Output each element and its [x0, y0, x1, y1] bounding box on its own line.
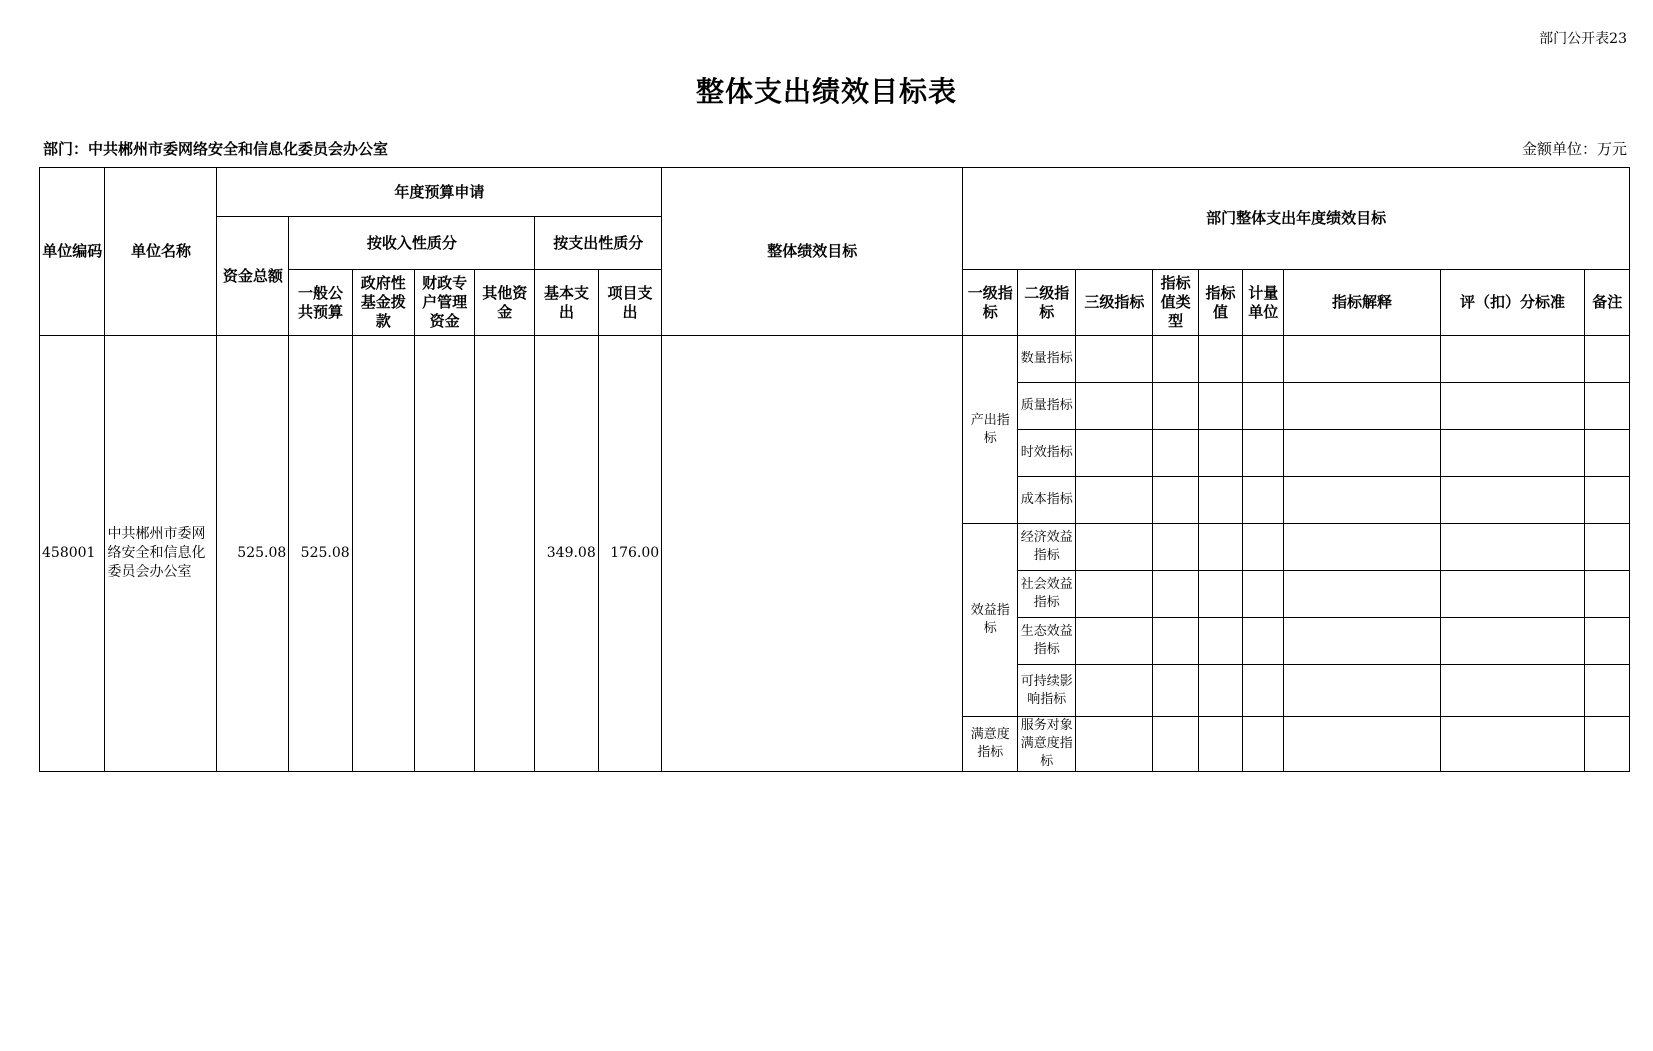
project-exp-cell: 176.00 [598, 336, 661, 772]
empty-cell [1076, 665, 1153, 717]
level2-cost: 成本指标 [1018, 477, 1076, 524]
empty-cell [1284, 430, 1440, 477]
empty-cell [1440, 571, 1585, 618]
empty-cell [1284, 336, 1440, 383]
general-budget-cell: 525.08 [289, 336, 352, 772]
empty-cell [1198, 665, 1242, 717]
header-by-income: 按收入性质分 [289, 217, 535, 270]
empty-cell [1198, 717, 1242, 772]
empty-cell [1243, 383, 1284, 430]
empty-cell [1153, 383, 1198, 430]
empty-cell [1440, 336, 1585, 383]
empty-cell [1440, 717, 1585, 772]
empty-cell [1243, 571, 1284, 618]
header-level3: 三级指标 [1076, 270, 1153, 336]
empty-cell [1440, 383, 1585, 430]
empty-cell [1585, 430, 1630, 477]
empty-cell [1585, 665, 1630, 717]
amount-unit-label: 金额单位：万元 [1521, 140, 1627, 158]
header-unit-name: 单位名称 [105, 168, 217, 336]
table-number: 部门公开表23 [1539, 31, 1627, 47]
empty-cell [1284, 571, 1440, 618]
gov-fund-cell [352, 336, 414, 772]
empty-cell [1284, 383, 1440, 430]
page-title: 整体支出绩效目标表 [695, 75, 957, 108]
header-value-type: 指标值类型 [1153, 270, 1198, 336]
empty-cell [1440, 665, 1585, 717]
header-unit-code: 单位编码 [40, 168, 105, 336]
empty-cell [1585, 477, 1630, 524]
total-cell: 525.08 [217, 336, 289, 772]
header-special-fund: 财政专户管理资金 [414, 270, 474, 336]
unit-code-cell: 458001 [40, 336, 105, 772]
header-value: 指标值 [1198, 270, 1242, 336]
level2-social: 社会效益指标 [1018, 571, 1076, 618]
header-scoring: 评（扣）分标准 [1440, 270, 1585, 336]
department-label: 部门：中共郴州市委网络安全和信息化委员会办公室 [43, 140, 389, 158]
empty-cell [1243, 717, 1284, 772]
empty-cell [1243, 336, 1284, 383]
empty-cell [1585, 524, 1630, 571]
empty-cell [1585, 618, 1630, 665]
empty-cell [1243, 477, 1284, 524]
level1-output: 产出指标 [963, 336, 1018, 524]
header-explanation: 指标解释 [1284, 270, 1440, 336]
empty-cell [1440, 524, 1585, 571]
unit-name-cell: 中共郴州市委网络安全和信息化委员会办公室 [105, 336, 217, 772]
empty-cell [1198, 477, 1242, 524]
empty-cell [1153, 618, 1198, 665]
empty-cell [1076, 383, 1153, 430]
header-level1: 一级指标 [963, 270, 1018, 336]
other-fund-cell [475, 336, 535, 772]
empty-cell [1076, 430, 1153, 477]
empty-cell [1076, 336, 1153, 383]
empty-cell [1198, 430, 1242, 477]
empty-cell [1076, 717, 1153, 772]
empty-cell [1284, 477, 1440, 524]
basic-exp-cell: 349.08 [535, 336, 598, 772]
empty-cell [1076, 477, 1153, 524]
empty-cell [1284, 717, 1440, 772]
header-general-budget: 一般公共预算 [289, 270, 352, 336]
empty-cell [1153, 430, 1198, 477]
header-dept-goal: 部门整体支出年度绩效目标 [963, 168, 1630, 270]
empty-cell [1284, 524, 1440, 571]
overall-goal-cell [662, 336, 963, 772]
empty-cell [1440, 618, 1585, 665]
empty-cell [1198, 524, 1242, 571]
level2-service-satisfaction: 服务对象满意度指标 [1018, 717, 1076, 772]
empty-cell [1076, 524, 1153, 571]
header-other-fund: 其他资金 [475, 270, 535, 336]
header-gov-fund: 政府性基金拨款 [352, 270, 414, 336]
level2-quantity: 数量指标 [1018, 336, 1076, 383]
empty-cell [1198, 618, 1242, 665]
level2-sustainable: 可持续影响指标 [1018, 665, 1076, 717]
empty-cell [1153, 524, 1198, 571]
level2-timeliness: 时效指标 [1018, 430, 1076, 477]
header-overall-goal: 整体绩效目标 [662, 168, 963, 336]
special-fund-cell [414, 336, 474, 772]
header-by-expense: 按支出性质分 [535, 217, 662, 270]
header-measure-unit: 计量单位 [1243, 270, 1284, 336]
empty-cell [1198, 571, 1242, 618]
empty-cell [1153, 336, 1198, 383]
header-basic-exp: 基本支出 [535, 270, 598, 336]
empty-cell [1440, 477, 1585, 524]
empty-cell [1284, 665, 1440, 717]
table-row [40, 336, 1630, 383]
empty-cell [1585, 383, 1630, 430]
header-project-exp: 项目支出 [598, 270, 661, 336]
empty-cell [1440, 430, 1585, 477]
empty-cell [1284, 618, 1440, 665]
level1-benefit: 效益指标 [963, 524, 1018, 717]
empty-cell [1076, 618, 1153, 665]
empty-cell [1585, 571, 1630, 618]
level2-economic: 经济效益指标 [1018, 524, 1076, 571]
empty-cell [1198, 383, 1242, 430]
empty-cell [1243, 618, 1284, 665]
header-annual-budget: 年度预算申请 [217, 168, 662, 217]
empty-cell [1153, 717, 1198, 772]
level1-satisfaction: 满意度指标 [963, 717, 1018, 772]
empty-cell [1076, 571, 1153, 618]
level2-ecological: 生态效益指标 [1018, 618, 1076, 665]
performance-table [39, 167, 1630, 772]
header-level2: 二级指标 [1018, 270, 1076, 336]
empty-cell [1153, 477, 1198, 524]
empty-cell [1243, 430, 1284, 477]
level2-quality: 质量指标 [1018, 383, 1076, 430]
empty-cell [1243, 665, 1284, 717]
empty-cell [1153, 571, 1198, 618]
header-total: 资金总额 [217, 217, 289, 336]
empty-cell [1198, 336, 1242, 383]
empty-cell [1585, 717, 1630, 772]
empty-cell [1585, 336, 1630, 383]
header-remarks: 备注 [1585, 270, 1630, 336]
empty-cell [1153, 665, 1198, 717]
empty-cell [1243, 524, 1284, 571]
